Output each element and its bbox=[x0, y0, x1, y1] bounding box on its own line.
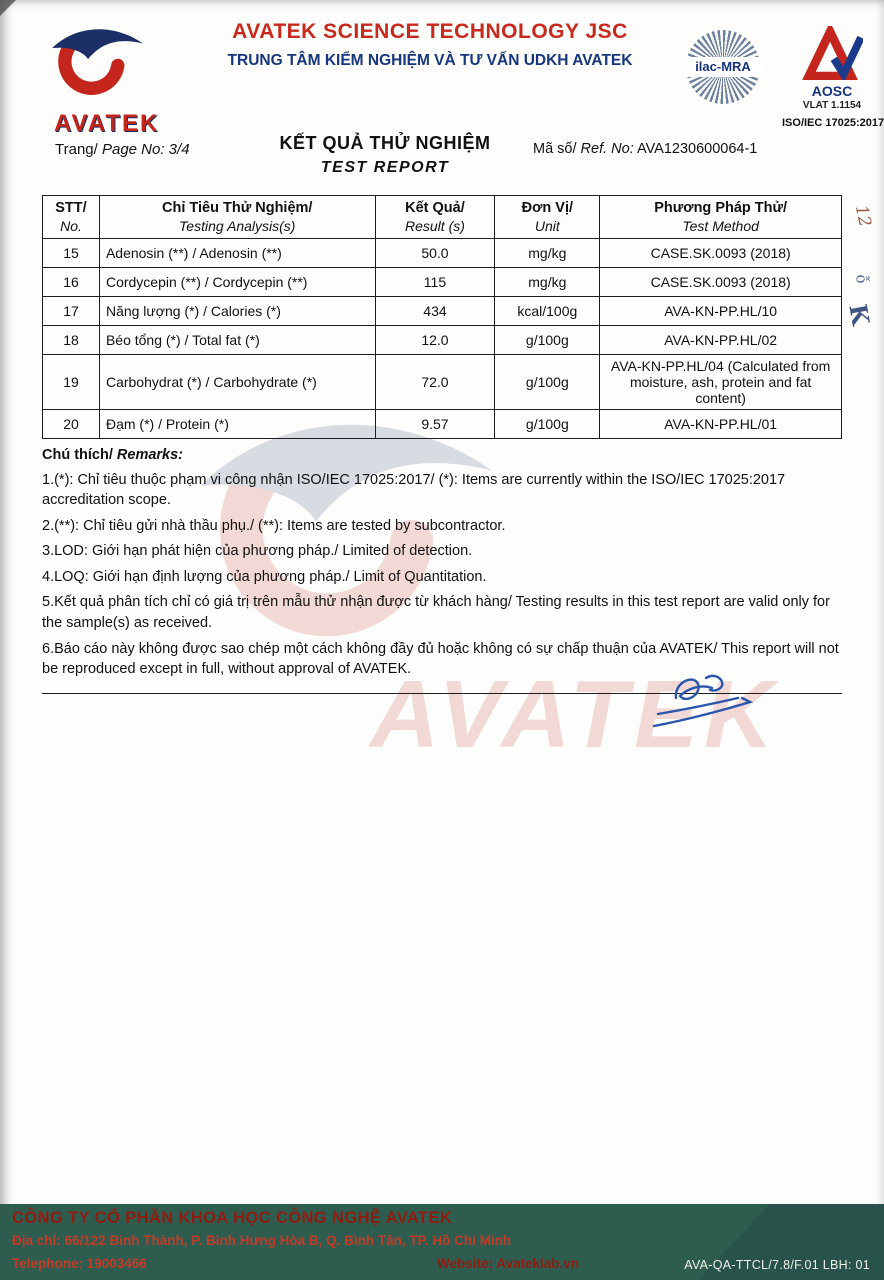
report-title-vi: KẾT QUẢ THỬ NGHIỆM bbox=[279, 133, 491, 153]
reference-number bbox=[533, 141, 757, 157]
cell-analysis: Đạm (*) / Protein (*) bbox=[99, 410, 375, 439]
avatek-logo bbox=[28, 20, 168, 138]
column-header: Phương Pháp Thử/ Test Method bbox=[600, 196, 842, 239]
footer-company-name: CÔNG TY CỔ PHẦN KHOA HỌC CÔNG NGHỆ AVATEK bbox=[12, 1209, 453, 1227]
cell-result: 50.0 bbox=[375, 239, 495, 268]
ref-label-vi: Mã số/ bbox=[533, 141, 577, 157]
footer-telephone: Telephone: 19003466 bbox=[12, 1256, 147, 1271]
cell-method: CASE.SK.0093 (2018) bbox=[600, 239, 842, 268]
cell-result: 72.0 bbox=[375, 355, 495, 410]
remark-item: 4.LOQ: Giới hạn định lượng của phương pháp./ Limit of Quantitation. bbox=[42, 568, 487, 585]
footer-website: Website: Avateklab.vn bbox=[437, 1256, 580, 1271]
margin-note: ỗ bbox=[852, 273, 871, 285]
iso-accreditation-label: ISO/IEC 17025:2017 bbox=[782, 117, 884, 129]
cell-result: 12.0 bbox=[375, 326, 495, 355]
margin-note: 12 bbox=[850, 203, 875, 229]
aosc-accreditation-block bbox=[782, 26, 882, 129]
remarks-title-en: Remarks: bbox=[116, 447, 184, 463]
remark-item: 1.(*): Chỉ tiêu thuộc phạm vi công nhận ISO/IEC 17025:2017/ (*): Items are currently within the ISO/IEC 17025:2017 accreditation scope. bbox=[42, 471, 786, 509]
page-label-en: Page No: 3/4 bbox=[101, 141, 190, 158]
cell-analysis: Béo tổng (*) / Total fat (*) bbox=[99, 326, 375, 355]
company-name: AVATEK SCIENCE TECHNOLOGY JSC bbox=[232, 20, 628, 43]
ref-label-en: Ref. No: bbox=[580, 141, 634, 157]
cell-no: 20 bbox=[43, 410, 100, 439]
report-title-en: TEST REPORT bbox=[320, 159, 450, 176]
remarks-list bbox=[42, 470, 842, 680]
remarks-section bbox=[42, 445, 842, 694]
table-row bbox=[43, 326, 842, 355]
results-table-header-row bbox=[43, 196, 842, 239]
cell-result: 434 bbox=[375, 297, 495, 326]
remarks-title bbox=[42, 445, 842, 466]
ilac-mra-label: ilac-MRA bbox=[681, 57, 765, 77]
cell-unit: g/100g bbox=[495, 410, 600, 439]
approver-signature bbox=[648, 668, 768, 748]
cell-result: 115 bbox=[375, 268, 495, 297]
margin-note: K bbox=[843, 301, 876, 328]
remark-item: 5.Kết quả phân tích chỉ có giá trị trên mẫu thử nhận được từ khách hàng/ Testing results in this test report are valid only for the sample(s) as received. bbox=[42, 594, 830, 632]
page-number bbox=[55, 141, 190, 158]
cell-no: 19 bbox=[43, 355, 100, 410]
footer-address: Địa chỉ: 66/122 Bình Thành, P. Bình Hưng Hòa B, Q. Bình Tân, TP. Hồ Chí Minh bbox=[12, 1233, 512, 1248]
table-row bbox=[43, 239, 842, 268]
cell-no: 17 bbox=[43, 297, 100, 326]
cell-method: CASE.SK.0093 (2018) bbox=[600, 268, 842, 297]
cell-unit: g/100g bbox=[495, 355, 600, 410]
cell-method: AVA-KN-PP.HL/02 bbox=[600, 326, 842, 355]
cell-method: AVA-KN-PP.HL/01 bbox=[600, 410, 842, 439]
column-header: STT/ No. bbox=[43, 196, 100, 239]
ilac-mra-logo bbox=[686, 30, 760, 104]
column-header: Chỉ Tiêu Thử Nghiệm/ Testing Analysis(s) bbox=[99, 196, 375, 239]
avatek-logo-icon bbox=[28, 20, 163, 110]
cell-method: AVA-KN-PP.HL/04 (Calculated from moisture, ash, protein and fat content) bbox=[600, 355, 842, 410]
cell-no: 15 bbox=[43, 239, 100, 268]
testing-center-name: TRUNG TÂM KIỂM NGHIỆM VÀ TƯ VẤN UDKH AVATEK bbox=[227, 52, 633, 69]
avatek-logo-text: AVATEK bbox=[54, 110, 160, 137]
page-label-vi: Trang/ bbox=[55, 141, 98, 158]
cell-unit: mg/kg bbox=[495, 239, 600, 268]
table-row bbox=[43, 355, 842, 410]
column-header: Đơn Vị/ Unit bbox=[495, 196, 600, 239]
watermark-text: AVATEK bbox=[370, 661, 780, 768]
cell-no: 16 bbox=[43, 268, 100, 297]
remark-item: 3.LOD: Giới hạn phát hiện của phương pháp./ Limited of detection. bbox=[42, 543, 473, 560]
cell-method: AVA-KN-PP.HL/10 bbox=[600, 297, 842, 326]
aosc-logo-icon bbox=[801, 26, 863, 80]
footer-document-code: AVA-QA-TTCL/7.8/F.01 LBH: 01 bbox=[684, 1258, 870, 1272]
cell-analysis: Carbohydrat (*) / Carbohydrate (*) bbox=[99, 355, 375, 410]
column-header: Kết Quả/ Result (s) bbox=[375, 196, 495, 239]
footer-bar bbox=[0, 1204, 884, 1280]
table-row bbox=[43, 410, 842, 439]
vlat-number: VLAT 1.1154 bbox=[802, 100, 862, 111]
ref-value: AVA1230600064-1 bbox=[636, 141, 758, 157]
remark-item: 6.Báo cáo này không được sao chép một cách không đầy đủ hoặc không có sự chấp thuận của AVATEK/ This report will not be reproduced except in full, without approval of AVATEK. bbox=[42, 640, 839, 678]
results-table bbox=[42, 195, 842, 439]
cell-unit: kcal/100g bbox=[495, 297, 600, 326]
table-row bbox=[43, 268, 842, 297]
cell-analysis: Năng lượng (*) / Calories (*) bbox=[99, 297, 375, 326]
cell-unit: g/100g bbox=[495, 326, 600, 355]
cell-analysis: Adenosin (**) / Adenosin (**) bbox=[99, 239, 375, 268]
cell-analysis: Cordycepin (**) / Cordycepin (**) bbox=[99, 268, 375, 297]
table-row bbox=[43, 297, 842, 326]
results-table-body bbox=[43, 239, 842, 439]
remark-item: 2.(**): Chỉ tiêu gửi nhà thầu phụ./ (**): Items are tested by subcontractor. bbox=[42, 517, 506, 534]
cell-unit: mg/kg bbox=[495, 268, 600, 297]
report-title bbox=[255, 133, 515, 177]
remarks-title-vi: Chú thích/ bbox=[42, 447, 113, 463]
cell-no: 18 bbox=[43, 326, 100, 355]
aosc-label: AOSC bbox=[811, 83, 853, 99]
scan-corner-artifact bbox=[0, 0, 16, 16]
cell-result: 9.57 bbox=[375, 410, 495, 439]
